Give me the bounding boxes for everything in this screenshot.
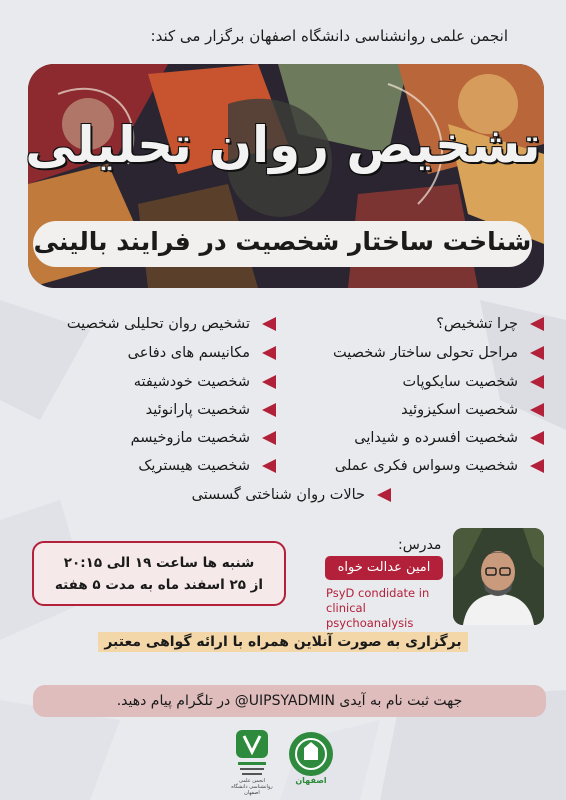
topic-item: شخصیت پارانوئید <box>146 402 276 426</box>
triangle-bullet-icon <box>530 317 544 331</box>
triangle-bullet-icon <box>530 346 544 360</box>
triangle-bullet-icon <box>377 488 391 502</box>
triangle-bullet-icon <box>530 403 544 417</box>
association-logo <box>231 728 273 796</box>
topic-item: شخصیت خودشیفته <box>134 374 276 398</box>
teacher-label: مدرس: <box>398 537 442 553</box>
topic-item: حالات روان شناختی گسستی <box>192 487 391 511</box>
page-subtitle: شناخت ساختار شخصیت در فرایند بالینی <box>33 227 532 256</box>
teacher-name: امین عدالت خواه <box>325 556 443 580</box>
topic-item: مراحل تحولی ساختار شخصیت <box>333 345 544 369</box>
topic-item: تشخیص روان تحلیلی شخصیت <box>67 316 276 340</box>
page-title: تشخیص روان تحلیلی <box>25 116 541 174</box>
triangle-bullet-icon <box>262 403 276 417</box>
triangle-bullet-icon <box>530 431 544 445</box>
association-logo-caption: انجمن علمی روانشناسی دانشگاه اصفهان <box>231 778 273 796</box>
teacher-photo <box>453 528 544 625</box>
triangle-bullet-icon <box>530 375 544 389</box>
schedule-line-2: از ۲۵ اسفند ماه به مدت ۵ هفته <box>54 577 264 593</box>
university-logo <box>288 728 334 788</box>
topic-item: چرا تشخیص؟ <box>436 316 544 340</box>
triangle-bullet-icon <box>262 459 276 473</box>
topic-item: شخصیت هیستریک <box>138 458 276 482</box>
triangle-bullet-icon <box>530 459 544 473</box>
signup-instructions: جهت ثبت نام به آیدی UIPSYADMIN@ در تلگرام پیام دهید. <box>33 685 546 717</box>
triangle-bullet-icon <box>262 431 276 445</box>
schedule-line-1: شنبه ها ساعت ۱۹ الی ۲۰:۱۵ <box>63 555 255 571</box>
organizer-line: انجمن علمی روانشناسی دانشگاه اصفهان برگزار می کند: <box>150 27 508 45</box>
triangle-bullet-icon <box>262 375 276 389</box>
online-notice: برگزاری به صورت آنلاین همراه با ارائه گواهی معتبر <box>0 634 566 650</box>
triangle-bullet-icon <box>262 346 276 360</box>
triangle-bullet-icon <box>262 317 276 331</box>
teacher-degree: PsyD condidate in clinical psychoanalysis <box>326 586 430 630</box>
university-logo-caption: اصفهان <box>295 776 327 785</box>
topic-item: شخصیت وسواس فکری عملی <box>335 458 544 482</box>
person-avatar-icon <box>453 528 544 625</box>
topic-item: شخصیت افسرده و شیدایی <box>354 430 544 454</box>
topic-item: شخصیت اسکیزوئید <box>401 402 544 426</box>
topic-item: شخصیت سایکوپات <box>402 374 544 398</box>
topic-item: مکانیسم های دفاعی <box>128 345 276 369</box>
schedule-box <box>32 541 286 606</box>
topic-item: شخصیت مازوخیسم <box>131 430 276 454</box>
